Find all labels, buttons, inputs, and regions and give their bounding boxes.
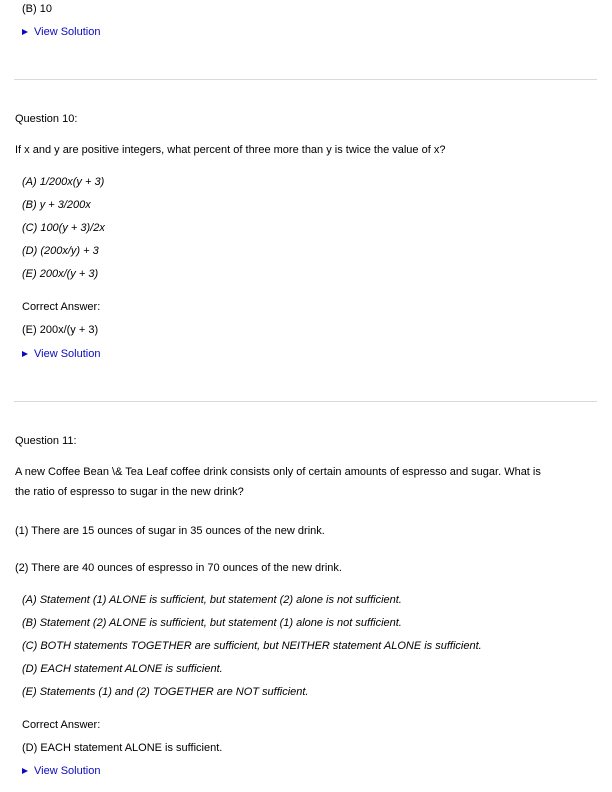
q10-option-c: (C) 100(y + 3)/2x xyxy=(22,222,105,234)
q11-option-e: (E) Statements (1) and (2) TOGETHER are NOT sufficient. xyxy=(22,686,309,698)
q10-option-b: (B) y + 3/200x xyxy=(22,199,91,211)
question-divider xyxy=(14,79,597,80)
question-10-text: If x and y are positive integers, what percent of three more than y is twice the value of x? xyxy=(15,144,446,156)
disclosure-triangle-icon xyxy=(22,351,28,357)
q11-option-c: (C) BOTH statements TOGETHER are sufficient, but NEITHER statement ALONE is sufficient. xyxy=(22,640,482,652)
question-11-heading: Question 11: xyxy=(15,435,77,447)
q10-option-e: (E) 200x/(y + 3) xyxy=(22,268,99,280)
q11-correct-answer-label: Correct Answer: xyxy=(22,719,101,731)
question-11-text-line2: the ratio of espresso to sugar in the new drink? xyxy=(15,486,244,498)
view-solution-toggle-q9[interactable] xyxy=(22,26,100,38)
view-solution-label: View Solution xyxy=(34,26,101,38)
previous-answer: (B) 10 xyxy=(22,3,52,15)
view-solution-toggle-q11[interactable] xyxy=(22,765,100,777)
disclosure-triangle-icon xyxy=(22,768,28,774)
q11-statement-1: (1) There are 15 ounces of sugar in 35 ounces of the new drink. xyxy=(15,525,325,537)
q10-option-d: (D) (200x/y) + 3 xyxy=(22,245,99,257)
q10-correct-answer-value: (E) 200x/(y + 3) xyxy=(22,324,99,336)
q11-option-a: (A) Statement (1) ALONE is sufficient, but statement (2) alone is not sufficient. xyxy=(22,594,402,606)
question-11-text-line1: A new Coffee Bean \& Tea Leaf coffee drink consists only of certain amounts of espresso and sugar. What is xyxy=(15,466,541,478)
q11-correct-answer-value: (D) EACH statement ALONE is sufficient. xyxy=(22,742,223,754)
q10-option-a: (A) 1/200x(y + 3) xyxy=(22,176,105,188)
view-solution-toggle-q10[interactable] xyxy=(22,348,100,360)
question-10-heading: Question 10: xyxy=(15,113,78,125)
q11-statement-2: (2) There are 40 ounces of espresso in 70 ounces of the new drink. xyxy=(15,562,342,574)
view-solution-label: View Solution xyxy=(34,348,101,360)
q11-option-b: (B) Statement (2) ALONE is sufficient, but statement (1) alone is not sufficient. xyxy=(22,617,402,629)
question-divider xyxy=(14,401,597,402)
view-solution-label: View Solution xyxy=(34,765,101,777)
disclosure-triangle-icon xyxy=(22,29,28,35)
q11-option-d: (D) EACH statement ALONE is sufficient. xyxy=(22,663,223,675)
q10-correct-answer-label: Correct Answer: xyxy=(22,301,101,313)
